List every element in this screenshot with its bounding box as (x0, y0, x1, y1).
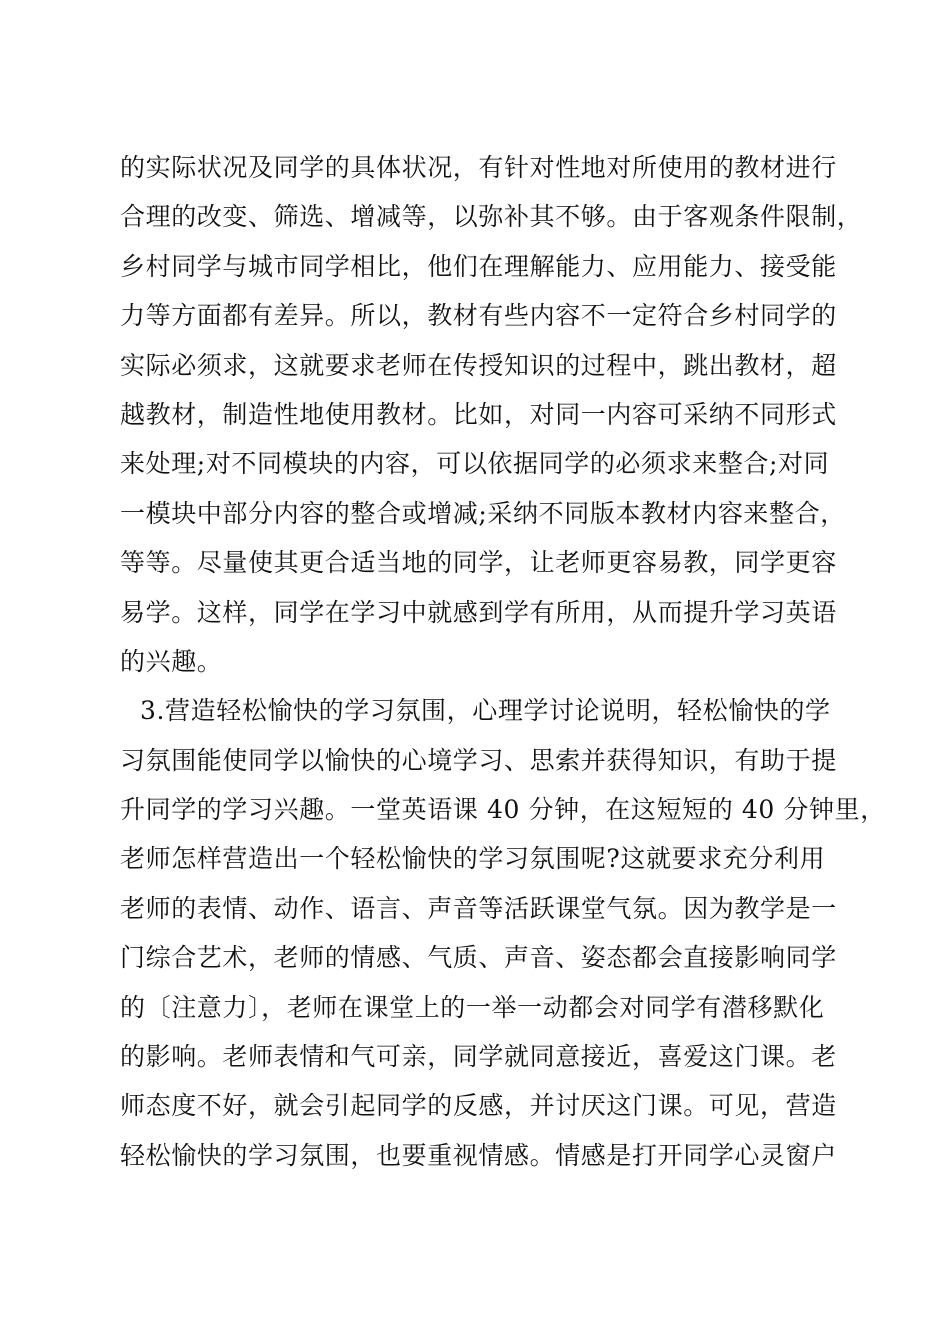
text-line: 习氛围能使同学以愉快的心境学习、思索并获得知识，有助于提 (120, 745, 837, 775)
text-line: 越教材，制造性地使用教材。比如，对同一内容可采纳不同形式 (120, 399, 837, 429)
text-line: 老师怎样营造出一个轻松愉快的学习氛围呢?这就要求充分利用 (120, 844, 826, 874)
text-line: 老师的表情、动作、语言、声音等活跃课堂气氛。因为教学是一 (120, 893, 837, 923)
paragraph-start-line: 3.营造轻松愉快的学习氛围，心理学讨论说明，轻松愉快的学 (140, 696, 831, 726)
text-line: 合理的改变、筛选、增减等，以弥补其不够。由于客观条件限制， (120, 202, 863, 232)
text-line: 力等方面都有差异。所以，教材有些内容不一定符合乡村同学的 (120, 301, 837, 331)
text-line: 的〔注意力〕，老师在课堂上的一举一动都会对同学有潜移默化 (120, 992, 825, 1022)
text-line: 升同学的学习兴趣。一堂英语课 40 分钟，在这短短的 40 分钟里， (120, 795, 886, 825)
text-line: 一模块中部分内容的整合或增减;采纳不同版本教材内容来整合， (120, 498, 846, 528)
text-line: 乡村同学与城市同学相比，他们在理解能力、应用能力、接受能 (120, 251, 837, 281)
text-line: 的实际状况及同学的具体状况，有针对性地对所使用的教材进行 (120, 153, 837, 182)
body-text (120, 148, 886, 1185)
text-line: 的兴趣。 (120, 646, 223, 676)
text-line: 等等。尽量使其更合适当地的同学，让老师更容易教，同学更容 (120, 548, 837, 578)
text-line: 易学。这样，同学在学习中就感到学有所用，从而提升学习英语 (120, 597, 837, 627)
text-line: 师态度不好，就会引起同学的反感，并讨厌这门课。可见，营造 (120, 1091, 837, 1121)
text-line: 实际必须求，这就要求老师在传授知识的过程中，跳出教材，超 (120, 350, 837, 380)
text-line: 的影响。老师表情和气可亲，同学就同意接近，喜爱这门课。老 (120, 1042, 837, 1072)
text-line: 门综合艺术，老师的情感、气质、声音、姿态都会直接影响同学 (120, 943, 837, 973)
text-line: 来处理;对不同模块的内容，可以依据同学的必须求来整合;对同 (120, 449, 830, 479)
text-line: 轻松愉快的学习氛围，也要重视情感。情感是打开同学心灵窗户 (120, 1140, 837, 1170)
